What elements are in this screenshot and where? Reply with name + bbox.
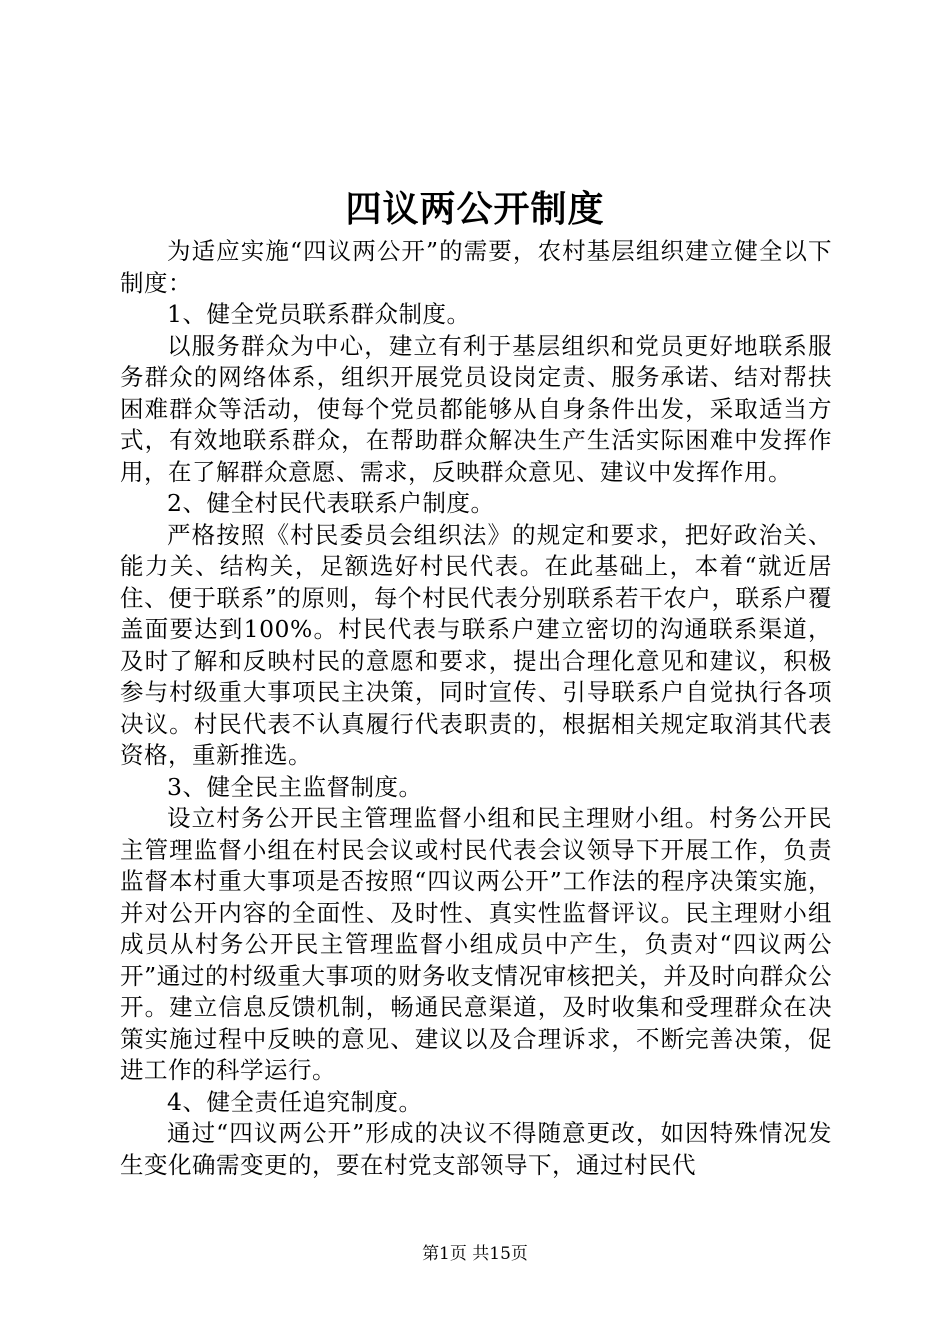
section-heading-4: 4、健全责任追究制度。 [167,1087,423,1116]
document-title: 四议两公开制度 [345,188,605,230]
section-heading-1: 1、健全党员联系群众制度。 [167,300,471,328]
document-body [120,236,832,1181]
section-body-2: 严格按照《村民委员会组织法》的规定和要求，把好政治关、能力关、结构关，足额选好村民代表。在此基础上，本着“就近居住、便于联系”的原则，每个村民代表分别联系若干农户，联系户覆盖面要达到100%。村民代表与联系户建立密切的沟通联系渠道，及时了解和反映村民的意愿和要求，提出合理化意见和建议，积极参与村级重大事项民主决策，同时宣传、引导联系户自觉执行各项决议。村民代表不认真履行代表职责的，根据相关规定取消其代表资格，重新推选。 [120,520,832,769]
section-heading-2: 2、健全村民代表联系户制度。 [167,489,495,517]
section-body-3: 设立村务公开民主管理监督小组和民主理财小组。村务公开民主管理监督小组在村民会议或村民代表会议领导下开展工作，负责监督本村重大事项是否按照“四议两公开”工作法的程序决策实施，并对公开内容的全面性、及时性、真实性监督评议。民主理财小组成员从村务公开民主管理监督小组成员中产生，负责对“四议两公开”通过的村级重大事项的财务收支情况审核把关，并及时向群众公开。建立信息反馈机制，畅通民意渠道，及时收集和受理群众在决策实施过程中反映的意见、建议以及合理诉求，不断完善决策，促进工作的科学运行。 [120,804,832,1084]
intro-paragraph: 为适应实施“四议两公开”的需要，农村基层组织建立健全以下制度： [120,237,832,297]
section-body-1: 以服务群众为中心，建立有利于基层组织和党员更好地联系服务群众的网络体系，组织开展党员设岗定责、服务承诺、结对帮扶困难群众等活动，使每个党员都能够从自身条件出发，采取适当方式，有效地联系群众，在帮助群众解决生产生活实际困难中发挥作用，在了解群众意愿、需求，反映群众意见、建议中发挥作用。 [120,331,832,486]
section-body-4: 通过“四议两公开”形成的决议不得随意更改，如因特殊情况发生变化确需变更的，要在村党支部领导下，通过村民代 [120,1119,832,1179]
page-number-footer: 第1页 共15页 [422,1244,528,1264]
section-heading-3: 3、健全民主监督制度。 [167,772,423,801]
